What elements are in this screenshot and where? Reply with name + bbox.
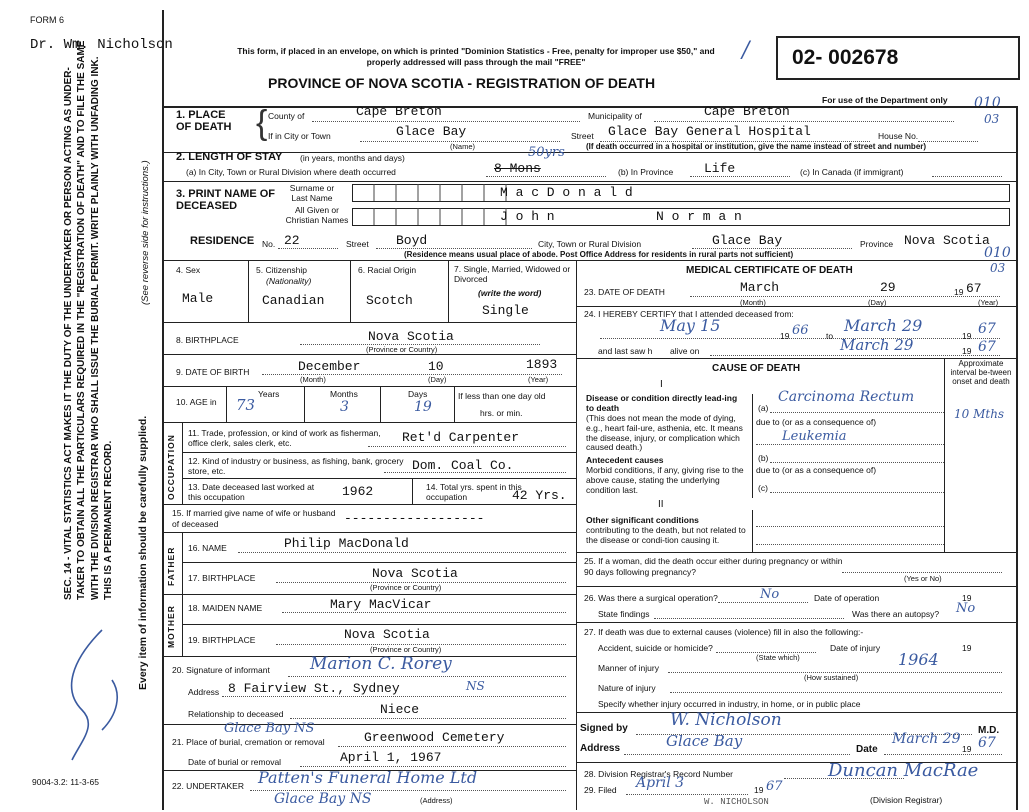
marital-label: 7. Single, Married, Widowed or Divorced bbox=[454, 264, 571, 285]
residence-no: 22 bbox=[284, 233, 300, 248]
hrs-min-label: hrs. or min. bbox=[480, 408, 523, 418]
birthplace-label: 8. BIRTHPLACE bbox=[176, 335, 239, 345]
cause-b-label: (b) bbox=[758, 453, 769, 463]
external-causes-label: 27. If death was due to external causes (violence) fill in also the following:- bbox=[584, 627, 864, 637]
dept-use-label: For use of the Department only bbox=[822, 95, 948, 105]
autopsy-label: Was there an autopsy? bbox=[852, 609, 940, 619]
cause-a-interval: 10 Mths bbox=[954, 407, 1005, 421]
undertaker-address-caption: (Address) bbox=[420, 796, 453, 805]
registrar-signature: Duncan MacRae bbox=[828, 760, 979, 781]
from-year-prefix: 19 bbox=[780, 331, 790, 341]
residence-city: Glace Bay bbox=[712, 233, 783, 248]
direct-cause-note: (This does not mean the mode of dying, e.g., heart fail-ure, asthenia, etc. It means the disease, injury, or complication which caused death.) bbox=[586, 413, 743, 453]
attended-from: May 15 bbox=[660, 316, 721, 335]
age-years: 73 bbox=[236, 396, 256, 414]
burial-place-handwritten: Glace Bay NS bbox=[224, 721, 315, 736]
deceased-name-label: 3. PRINT NAME OF DECEASED bbox=[176, 188, 276, 213]
surgical-label: 26. Was there a surgical operation? bbox=[584, 593, 718, 603]
given-name-2: N o r m a n bbox=[656, 209, 742, 224]
age-days: 19 bbox=[414, 399, 432, 415]
stay-city-value: 8 Mons bbox=[494, 161, 541, 176]
dept-code-1: 010 bbox=[974, 95, 1001, 111]
form-number: FORM 6 bbox=[30, 15, 65, 25]
father-name-label: 16. NAME bbox=[188, 543, 227, 553]
check-mark: / bbox=[742, 38, 750, 63]
death-day: 29 bbox=[880, 280, 896, 295]
marital-sub: (write the word) bbox=[478, 288, 542, 298]
section-i-label: I bbox=[660, 379, 663, 390]
relationship-value: Niece bbox=[380, 702, 420, 717]
racial-origin-value: Scotch bbox=[366, 293, 413, 308]
dept-code-4: 03 bbox=[990, 261, 1006, 275]
age-label: 10. AGE in bbox=[176, 397, 217, 407]
dob-year: 1893 bbox=[526, 357, 558, 372]
dob-month: December bbox=[298, 359, 361, 374]
undertaker-label: 22. UNDERTAKER bbox=[172, 781, 244, 791]
mother-maiden-label: 18. MAIDEN NAME bbox=[188, 603, 263, 613]
name-caption: (Name) bbox=[450, 142, 476, 151]
signed-by-signature: W. Nicholson bbox=[670, 710, 782, 730]
surgical-value: No bbox=[760, 587, 780, 602]
other-conditions-label: Other significant conditions bbox=[586, 515, 699, 525]
cause-c-label: (c) bbox=[758, 483, 768, 493]
attended-to: March 29 bbox=[844, 316, 923, 335]
alive-on-label: alive on bbox=[670, 346, 700, 356]
age-years-caption: Years bbox=[258, 389, 280, 399]
municipality-value: Cape Breton bbox=[704, 104, 790, 119]
age-months-caption: Months bbox=[330, 389, 358, 399]
father-name: Philip MacDonald bbox=[284, 536, 409, 551]
place-brace: { bbox=[256, 104, 268, 142]
less-than-day-label: If less than one day old bbox=[458, 391, 546, 401]
dob-label: 9. DATE OF BIRTH bbox=[176, 367, 250, 377]
age-months: 3 bbox=[340, 399, 349, 415]
accident-label: Accident, suicide or homicide? bbox=[598, 643, 713, 653]
death-year-prefix: 19 bbox=[954, 287, 964, 297]
registrar-caption: (Division Registrar) bbox=[870, 795, 943, 805]
direct-cause-label: Disease or condition directly lead-ing to death bbox=[586, 393, 738, 413]
birthplace-caption: (Province or Country) bbox=[366, 345, 438, 354]
surname-value: M a c D o n a l d bbox=[500, 185, 633, 200]
informant-signature: Marion C. Rorey bbox=[310, 654, 452, 674]
undertaker-address: Glace Bay NS bbox=[274, 791, 372, 807]
citizenship-value: Canadian bbox=[262, 293, 325, 308]
total-years-label: 14. Total yrs. spent in this occupation bbox=[426, 482, 522, 503]
burial-place-label: 21. Place of burial, cremation or removal bbox=[172, 737, 325, 747]
form-left-border bbox=[162, 10, 164, 810]
industry-label: 12. Kind of industry or business, as fishing, bank, grocery store, etc. bbox=[188, 456, 404, 477]
residence-street-label: Street bbox=[346, 239, 369, 249]
signer-address-label: Address bbox=[580, 743, 621, 754]
father-birthplace-caption: (Province or Country) bbox=[370, 583, 442, 592]
city-label: If in City or Town bbox=[268, 131, 331, 141]
mother-side-label: MOTHER bbox=[166, 605, 176, 648]
death-month-caption: (Month) bbox=[740, 298, 766, 307]
medical-certificate-title: MEDICAL CERTIFICATE OF DEATH bbox=[686, 265, 853, 276]
dob-year-caption: (Year) bbox=[528, 375, 549, 384]
act-instructions: SEC. 14 - VITAL STATISTICS ACT MAKES IT THE DUTY OF THE UNDERTAKER OR PERSON ACTING AS UNDER-TAKER TO OBTAIN ALL THE PARTICULARS REQUIRED IN THE "REGISTRATION OF DEATH" AND TO FILE THE SAME WITH THE DIVISION REGISTRAR WHO SHALL ISSUE THE BURIAL PERMIT. WRITE PLAINLY WITH UNFADING INK. THIS IS A PERMANENT RECORD. bbox=[63, 40, 114, 600]
mother-birthplace-caption: (Province or Country) bbox=[370, 645, 442, 654]
racial-origin-label: 6. Racial Origin bbox=[358, 265, 417, 275]
county-value: Cape Breton bbox=[356, 104, 442, 119]
doctor-stamp-bottom: W. NICHOLSON bbox=[704, 797, 769, 807]
date-of-death-label: 23. DATE OF DEATH bbox=[584, 287, 665, 297]
registration-number-box bbox=[776, 36, 1020, 80]
residence-city-label: City, Town or Rural Division bbox=[538, 239, 642, 249]
sex-label: 4. Sex bbox=[176, 265, 201, 275]
informant-address-handwritten: NS bbox=[466, 679, 485, 693]
antecedent-label: Antecedent causes bbox=[586, 455, 664, 465]
specify-label: Specify whether injury occurred in industry, in home, or in public place bbox=[598, 699, 861, 709]
postal-notice: This form, if placed in an envelope, on which is printed "Dominion Statistics - Free, penalty for improper use $50," and properly addressed will pass through the mail "FREE" bbox=[237, 46, 715, 68]
injury-date-label: Date of injury bbox=[830, 643, 881, 653]
last-worked-value: 1962 bbox=[342, 484, 374, 499]
handwritten-scribble bbox=[42, 620, 152, 770]
death-day-caption: (Day) bbox=[868, 298, 887, 307]
filed-date: April 3 bbox=[636, 775, 685, 791]
municipality-label: Municipality of bbox=[588, 111, 642, 121]
trade-label: 11. Trade, profession, or kind of work as fisherman, office clerk, sales clerk, etc. bbox=[188, 428, 381, 449]
burial-date-label: Date of burial or removal bbox=[188, 757, 282, 767]
cause-b-due-to: due to (or as a consequence of) bbox=[756, 465, 877, 475]
page-title: PROVINCE OF NOVA SCOTIA - REGISTRATION OF DEATH bbox=[268, 75, 656, 91]
street-value: Glace Bay General Hospital bbox=[608, 124, 811, 139]
nationality-caption: (Nationality) bbox=[266, 276, 312, 286]
supply-instructions: Every item of information should be carefully supplied. bbox=[137, 415, 149, 690]
yes-no-caption: (Yes or No) bbox=[904, 574, 942, 583]
dept-code-2: 03 bbox=[984, 112, 1000, 126]
given-names-label: All Given or Christian Names bbox=[285, 205, 349, 225]
last-saw-year: 67 bbox=[978, 339, 996, 355]
signer-address: Glace Bay bbox=[666, 732, 743, 750]
father-birthplace-label: 17. BIRTHPLACE bbox=[188, 573, 256, 583]
trade-value: Ret'd Carpenter bbox=[402, 430, 520, 445]
to-year-prefix: 19 bbox=[962, 331, 972, 341]
last-year-prefix: 19 bbox=[962, 346, 972, 356]
form-code: 9004-3.2: 11-3-65 bbox=[32, 777, 99, 787]
residence-label: RESIDENCE bbox=[190, 235, 255, 247]
antecedent-note: Morbid conditions, if any, giving rise to the above cause, stating the underlying condition last. bbox=[586, 465, 744, 495]
informant-address: 8 Fairview St., Sydney bbox=[228, 681, 400, 696]
residence-street: Boyd bbox=[396, 233, 428, 248]
findings-label: State findings bbox=[598, 609, 650, 619]
death-month: March bbox=[740, 280, 780, 295]
citizenship-label: 5. Citizenship bbox=[256, 265, 308, 275]
marital-value: Single bbox=[482, 303, 529, 318]
death-year-caption: (Year) bbox=[978, 298, 999, 307]
doctor-stamp: Dr. Wm. Nicholson bbox=[30, 37, 173, 53]
dob-month-caption: (Month) bbox=[300, 375, 326, 384]
cause-a-value: Carcinoma Rectum bbox=[778, 389, 915, 405]
signed-by-label: Signed by bbox=[580, 723, 628, 734]
spouse-value: ------------------ bbox=[344, 511, 485, 526]
mother-birthplace: Nova Scotia bbox=[344, 627, 430, 642]
undertaker-name: Patten's Funeral Home Ltd bbox=[258, 768, 478, 787]
see-reverse-note: (See reverse side for instructions.) bbox=[140, 160, 151, 305]
given-name-1: J o h n bbox=[500, 209, 555, 224]
birthplace-value: Nova Scotia bbox=[368, 329, 454, 344]
stay-city-handwritten: 50yrs bbox=[528, 145, 565, 160]
last-saw-date: March 29 bbox=[840, 336, 914, 354]
registration-number: 02- 002678 bbox=[792, 46, 899, 69]
residence-province-label: Province bbox=[860, 239, 894, 249]
relationship-label: Relationship to deceased bbox=[188, 709, 284, 719]
state-which-caption: (State which) bbox=[756, 653, 800, 662]
place-of-death-label: 1. PLACE OF DEATH bbox=[176, 109, 232, 133]
operation-year-prefix: 19 bbox=[962, 593, 972, 603]
industry-value: Dom. Coal Co. bbox=[412, 458, 514, 473]
signer-year: 67 bbox=[978, 735, 996, 751]
mother-maiden: Mary MacVicar bbox=[330, 597, 432, 612]
form-right-border bbox=[1016, 106, 1018, 810]
attended-to-label: to bbox=[826, 331, 834, 341]
form-top-border bbox=[162, 106, 1017, 108]
hospital-note: (If death occurred in a hospital or institution, give the name instead of street and number) bbox=[586, 142, 927, 151]
cause-of-death-title: CAUSE OF DEATH bbox=[712, 363, 801, 374]
city-value: Glace Bay bbox=[396, 124, 467, 139]
residence-province: Nova Scotia bbox=[904, 233, 990, 248]
length-of-stay-label: 2. LENGTH OF STAY bbox=[176, 151, 283, 163]
attended-from-year: 66 bbox=[792, 323, 809, 338]
cause-a-secondary: Leukemia bbox=[782, 429, 847, 444]
spouse-label: 15. If married give name of wife or husband of deceased bbox=[172, 508, 336, 529]
pregnancy-question: 25. If a woman, did the death occur either during pregnancy or within 90 days following pregnancy? bbox=[584, 556, 843, 577]
injury-year-prefix: 19 bbox=[962, 643, 972, 653]
father-side-label: FATHER bbox=[166, 546, 176, 586]
nature-label: Nature of injury bbox=[598, 683, 656, 693]
signer-year-prefix: 19 bbox=[962, 744, 972, 754]
dob-day-caption: (Day) bbox=[428, 375, 447, 384]
operation-date-label: Date of operation bbox=[814, 593, 880, 603]
burial-place: Greenwood Cemetery bbox=[364, 730, 505, 745]
total-years-value: 42 Yrs. bbox=[512, 488, 567, 503]
death-year: 67 bbox=[966, 281, 982, 296]
signer-date: March 29 bbox=[892, 731, 961, 747]
certify-label: 24. I HEREBY CERTIFY that I attended deceased from: bbox=[584, 309, 794, 319]
section-ii-label: II bbox=[658, 499, 664, 510]
residence-no-label: No. bbox=[262, 239, 276, 249]
dob-day: 10 bbox=[428, 359, 444, 374]
filed-label: 29. Filed bbox=[584, 785, 617, 795]
burial-date: April 1, 1967 bbox=[340, 750, 442, 765]
residence-note: (Residence means usual place of abode. Post Office Address for residents in rural parts not sufficient) bbox=[404, 250, 794, 259]
informant-signature-label: 20. Signature of informant bbox=[172, 665, 270, 675]
attended-to-year: 67 bbox=[978, 321, 996, 337]
interval-label: Approximate interval be-tween onset and death bbox=[950, 359, 1012, 386]
stay-city-label: (a) In City, Town or Rural Division where death occurred bbox=[186, 167, 396, 177]
cause-a-due-to: due to (or as a consequence of) bbox=[756, 417, 877, 427]
md-label: M.D. bbox=[978, 725, 1000, 736]
autopsy-value: No bbox=[956, 601, 976, 616]
house-label: House No. bbox=[878, 131, 919, 141]
manner-label: Manner of injury bbox=[598, 663, 659, 673]
stay-province-label: (b) In Province bbox=[618, 167, 674, 177]
informant-address-label: Address bbox=[188, 687, 220, 697]
stay-canada-label: (c) In Canada (if immigrant) bbox=[800, 167, 904, 177]
how-sustained-caption: (How sustained) bbox=[804, 673, 859, 682]
age-days-caption: Days bbox=[408, 389, 428, 399]
signer-date-label: Date bbox=[856, 744, 878, 755]
last-worked-label: 13. Date deceased last worked at this occupation bbox=[188, 482, 315, 503]
other-conditions-note: contributing to the death, but not related to the disease or condi-tion causing it. bbox=[586, 525, 746, 545]
sex-value: Male bbox=[182, 291, 214, 306]
county-label: County of bbox=[268, 111, 305, 121]
injury-year: 1964 bbox=[898, 650, 939, 669]
record-number-label: 28. Division Registrar's Record Number bbox=[584, 769, 734, 779]
filed-year-prefix: 19 bbox=[754, 785, 764, 795]
column-divider bbox=[576, 260, 577, 810]
dept-code-3: 010 bbox=[984, 245, 1011, 261]
mother-birthplace-label: 19. BIRTHPLACE bbox=[188, 635, 256, 645]
filed-year: 67 bbox=[766, 779, 783, 794]
occupation-side-label: OCCUPATION bbox=[166, 434, 176, 500]
street-label: Street bbox=[571, 131, 594, 141]
father-birthplace: Nova Scotia bbox=[372, 566, 458, 581]
cause-a-label: (a) bbox=[758, 403, 769, 413]
stay-province-value: Life bbox=[704, 161, 736, 176]
length-of-stay-units: (in years, months and days) bbox=[300, 153, 405, 163]
last-saw-label: and last saw h bbox=[598, 346, 653, 356]
surname-label: Surname or Last Name bbox=[289, 183, 335, 203]
